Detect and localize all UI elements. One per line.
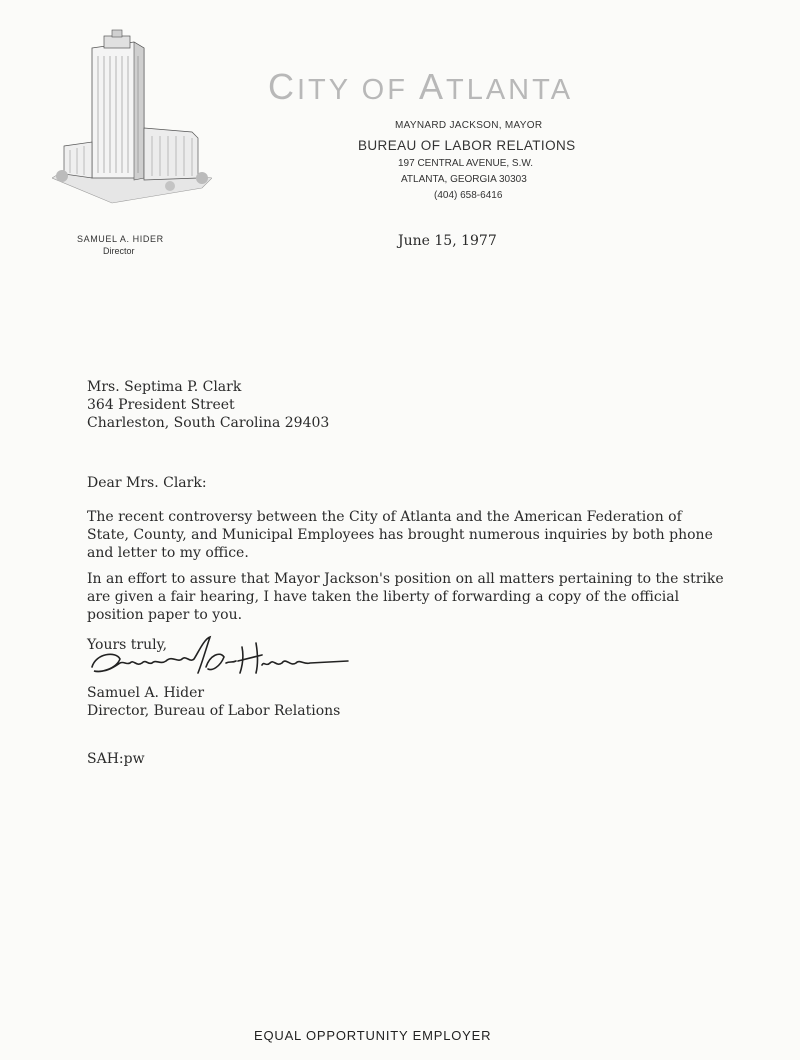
city-of-atlanta-title: CITY OF ATLANTA xyxy=(268,66,574,107)
mayor-line: MAYNARD JACKSON, MAYOR xyxy=(395,120,543,131)
recipient-city: Charleston, South Carolina 29403 xyxy=(87,415,330,431)
typist-initials: SAH:pw xyxy=(87,751,145,767)
director-name: SAMUEL A. HIDER xyxy=(77,234,164,244)
director-title: Director xyxy=(103,246,135,256)
salutation: Dear Mrs. Clark: xyxy=(87,475,207,491)
closing: Yours truly, xyxy=(87,637,168,653)
signer-title: Director, Bureau of Labor Relations xyxy=(87,703,341,719)
letter-date: June 15, 1977 xyxy=(398,233,497,249)
footer-equal-opportunity: EQUAL OPPORTUNITY EMPLOYER xyxy=(254,1028,492,1043)
paragraph-2: In an effort to assure that Mayor Jackson's position on all matters pertaining to the strike are given a fair hearing, I have taken the liberty of forwarding a copy of the official position paper to you. xyxy=(87,571,724,623)
recipient-street: 364 President Street xyxy=(87,397,235,413)
handwritten-signature xyxy=(86,633,356,689)
recipient-name: Mrs. Septima P. Clark xyxy=(87,379,242,395)
phone-number: (404) 658-6416 xyxy=(434,190,503,201)
bureau-name: BUREAU OF LABOR RELATIONS xyxy=(358,138,576,153)
signer-name: Samuel A. Hider xyxy=(87,685,205,701)
city-hall-illustration xyxy=(52,28,212,208)
address-line-2: ATLANTA, GEORGIA 30303 xyxy=(401,174,527,185)
address-line-1: 197 CENTRAL AVENUE, S.W. xyxy=(398,158,534,169)
paragraph-1: The recent controversy between the City of Atlanta and the American Federation of State, County, and Municipal Employees has brought numerous inquiries by both phone and letter to my office. xyxy=(87,509,713,561)
